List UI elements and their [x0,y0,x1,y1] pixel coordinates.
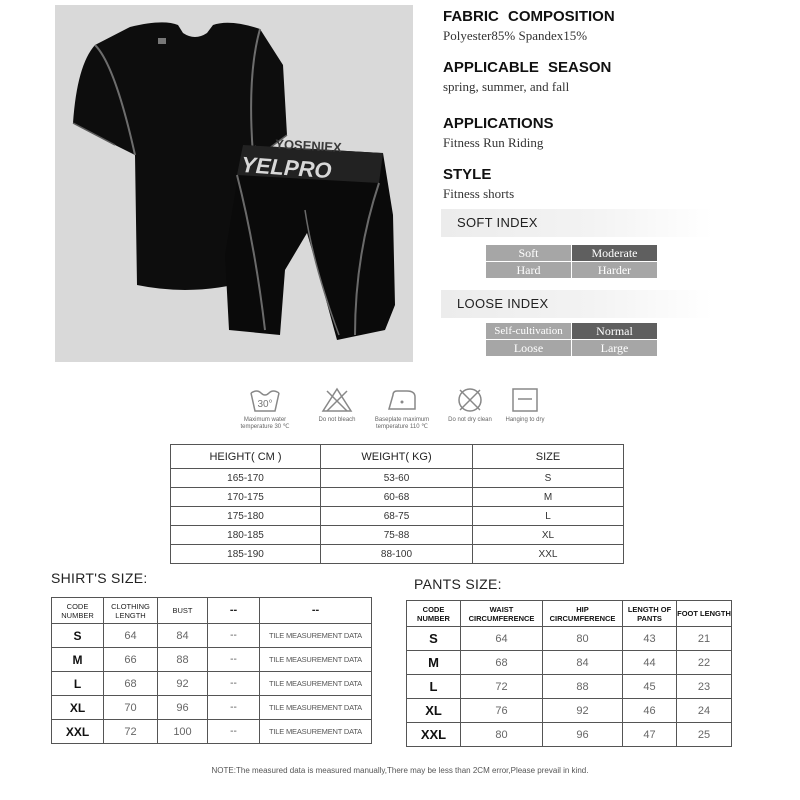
spec-heading: FABRIC COMPOSITION [443,8,615,25]
cell: 88 [158,648,208,672]
cell: 80 [543,627,623,651]
cell: 72 [461,675,543,699]
cell: 22 [677,651,732,675]
cell: 76 [461,699,543,723]
table-row [171,526,624,545]
spec-heading: APPLICABLE SEASON [443,59,612,76]
cell: -- [208,720,260,744]
header-cell: WAIST CIRCUMFERENCE [461,601,543,627]
cell: 80 [461,723,543,747]
table-row [407,723,732,747]
cell: 96 [158,696,208,720]
table-row [171,545,624,564]
cell: 84 [158,624,208,648]
cell: L [473,507,624,526]
cell: -- [208,624,260,648]
cell: TILE MEASUREMENT DATA [260,648,372,672]
no-bleach-icon [321,387,353,413]
care-bleach [312,387,362,424]
pants-size-table [406,600,732,747]
header-cell: HEIGHT( CM ) [171,445,321,469]
measurement-note: NOTE:The measured data is measured manually,There may be less than 2CM error,Please prevail in kind. [211,766,589,775]
spec-value: Polyester85% Spandex15% [443,28,588,43]
spec-value: Fitness shorts [443,186,515,201]
cell: -- [208,648,260,672]
cell: XL [407,699,461,723]
header-cell: BUST [158,598,208,624]
cell: 72 [104,720,158,744]
table-row [171,469,624,488]
header-cell: HIP CIRCUMFERENCE [543,601,623,627]
cell: -- [208,696,260,720]
care-label: Do not dry clean [448,417,492,423]
cell: L [52,672,104,696]
hang-dry-icon [511,387,539,413]
shirt-size-table [51,597,372,744]
spec-heading: APPLICATIONS [443,115,554,132]
cell: M [407,651,461,675]
table-row [52,672,372,696]
soft-index-option: Soft [486,245,571,261]
loose-index-option: Loose [486,340,571,356]
header-cell: CLOTHING LENGTH [104,598,158,624]
soft-index-option: Hard [486,262,571,278]
cell: 84 [543,651,623,675]
spec-value: spring, summer, and fall [443,79,570,94]
cell: 92 [543,699,623,723]
pants-size-title: PANTS SIZE: [414,576,502,592]
cell: 75-88 [321,526,473,545]
cell: TILE MEASUREMENT DATA [260,624,372,648]
cell: XL [473,526,624,545]
table-row [407,651,732,675]
spec-heading: STYLE [443,166,492,183]
loose-index-option-selected: Normal [572,323,657,339]
cell: 68 [461,651,543,675]
header-cell: CODE NUMBER [52,598,104,624]
table-row [52,720,372,744]
header-cell: -- [208,598,260,624]
shirt-size-title: SHIRT'S SIZE: [51,570,148,586]
cell: TILE MEASUREMENT DATA [260,672,372,696]
care-hang-dry [500,387,550,424]
product-photo [55,5,413,362]
loose-index-option: Large [572,340,657,356]
care-label: Hanging to dry [505,417,545,423]
spec-value: Fitness Run Riding [443,135,544,150]
cell: XXL [473,545,624,564]
soft-index-option: Harder [572,262,657,278]
cell: 170-175 [171,488,321,507]
table-row [171,488,624,507]
cell: 44 [623,651,677,675]
cell: 92 [158,672,208,696]
spec-season [443,59,611,95]
cell: XL [52,696,104,720]
table-header-row [171,445,624,469]
cell: 21 [677,627,732,651]
table-header-row [407,601,732,627]
care-iron [366,387,438,431]
header-cell: LENGTH OF PANTS [623,601,677,627]
header-cell: SIZE [473,445,624,469]
cell: S [407,627,461,651]
wash-30-icon [249,387,281,413]
cell: 185-190 [171,545,321,564]
header-cell: CODE NUMBER [407,601,461,627]
cell: 100 [158,720,208,744]
cell: 60-68 [321,488,473,507]
spec-style [443,166,514,202]
no-dry-clean-icon [455,387,485,413]
soft-index-grid [486,245,657,278]
table-row [52,624,372,648]
cell: XXL [52,720,104,744]
cell: 180-185 [171,526,321,545]
cell: 45 [623,675,677,699]
svg-text:YELPRO: YELPRO [240,151,333,184]
care-label: Maximum water temperature 30 ℃ [240,417,290,430]
spec-applications [443,115,554,151]
cell: 88-100 [321,545,473,564]
cell: 25 [677,723,732,747]
soft-index-title: SOFT INDEX [441,209,713,237]
cell: 68 [104,672,158,696]
svg-text:YOSENIEX: YOSENIEX [274,136,343,155]
cell: 23 [677,675,732,699]
table-header-row [52,598,372,624]
header-cell: WEIGHT( KG) [321,445,473,469]
shorts-illustration [225,136,395,340]
soft-index-option-selected: Moderate [572,245,657,261]
cell: 46 [623,699,677,723]
cell: 43 [623,627,677,651]
iron-110-icon [385,387,419,413]
cell: TILE MEASUREMENT DATA [260,696,372,720]
care-dry-clean [444,387,496,424]
loose-index-title: LOOSE INDEX [441,290,713,318]
cell: XXL [407,723,461,747]
cell: -- [208,672,260,696]
cell: 64 [461,627,543,651]
svg-text:30°: 30° [257,399,273,410]
table-row [52,696,372,720]
spec-fabric [443,8,615,44]
cell: 64 [104,624,158,648]
cell: 66 [104,648,158,672]
table-row [407,627,732,651]
table-row [407,699,732,723]
table-row [171,507,624,526]
cell: M [52,648,104,672]
header-cell: -- [260,598,372,624]
loose-index-grid [486,323,657,356]
cell: 47 [623,723,677,747]
cell: 53-60 [321,469,473,488]
cell: S [473,469,624,488]
size-table [170,444,624,564]
table-row [407,675,732,699]
cell: M [473,488,624,507]
care-wash [232,387,298,431]
cell: 165-170 [171,469,321,488]
table-row [52,648,372,672]
care-label: Do not bleach [318,417,356,423]
cell: 88 [543,675,623,699]
cell: 70 [104,696,158,720]
cell: 96 [543,723,623,747]
care-label: Baseplate maximum temperature 110 ℃ [374,417,430,430]
cell: 175-180 [171,507,321,526]
cell: 68-75 [321,507,473,526]
loose-index-option: Self-cultivation [486,323,571,339]
cell: S [52,624,104,648]
cell: TILE MEASUREMENT DATA [260,720,372,744]
cell: 24 [677,699,732,723]
cell: L [407,675,461,699]
header-cell: FOOT LENGTH [677,601,732,627]
